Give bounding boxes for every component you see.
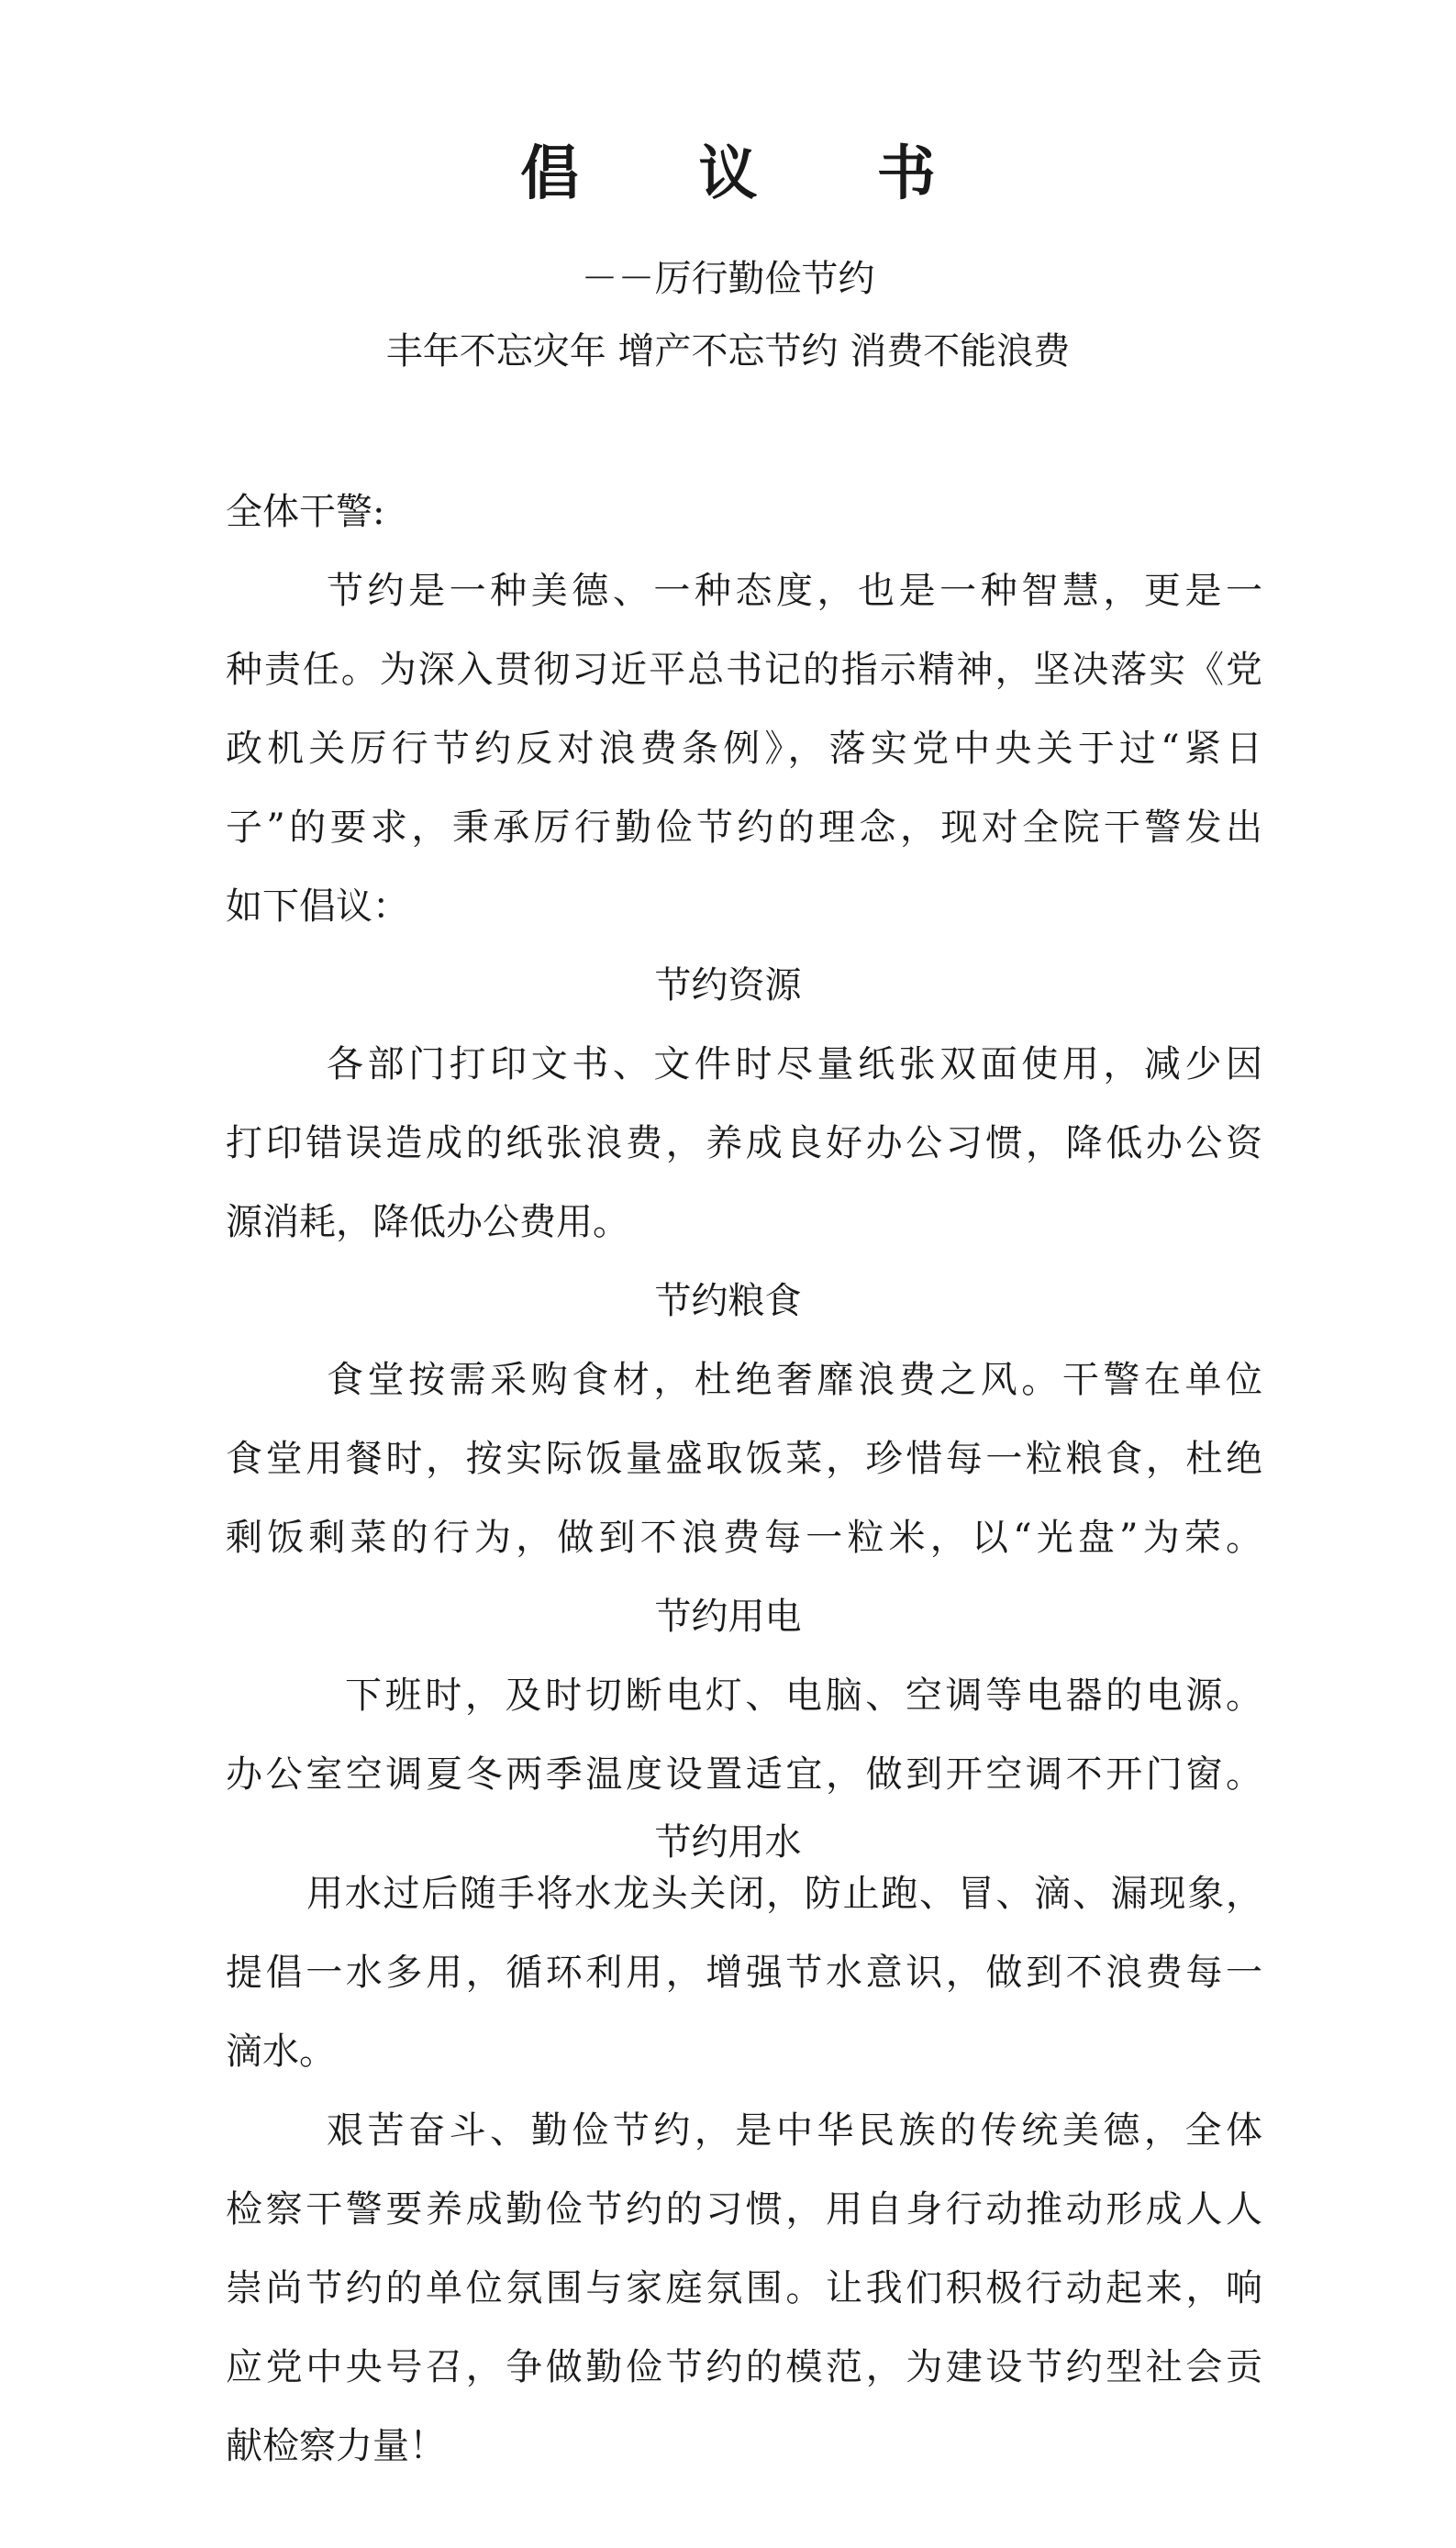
paragraph-line: 提倡一水多用，循环利用，增强节水意识，做到不浪费每一	[226, 1952, 1262, 1994]
paragraph-line: 检察干警要养成勤俭节约的习惯，用自身行动推动形成人人	[226, 2188, 1262, 2231]
document-subtitle: －－厉行勤俭节约	[581, 258, 875, 300]
document-slogan: 丰年不忘灾年 增产不忘节约 消费不能浪费	[385, 330, 1071, 373]
document-title: 倡 议 书	[520, 139, 985, 208]
paragraph-line: 种责任。为深入贯彻习近平总书记的指示精神，坚决落实《党	[226, 649, 1262, 691]
paragraph-line: 源消耗，降低办公费用。	[226, 1201, 629, 1243]
paragraph-line: 下班时，及时切断电灯、电脑、空调等电器的电源。	[345, 1675, 1262, 1717]
paragraph-line: 滴水。	[226, 2031, 336, 2073]
paragraph-line: 子”的要求，秉承厉行勤俭节约的理念，现对全院干警发出	[226, 807, 1262, 849]
paragraph-line: 食堂按需采购食材，杜绝奢靡浪费之风。干警在单位	[327, 1359, 1262, 1401]
paragraph-line: 各部门打印文书、文件时尽量纸张双面使用，减少因	[327, 1043, 1262, 1085]
paragraph-line: 剩饭剩菜的行为，做到不浪费每一粒米，以“光盘”为荣。	[226, 1517, 1262, 1559]
paragraph-line: 政机关厉行节约反对浪费条例》，落实党中央关于过“紧日	[226, 728, 1262, 770]
paragraph-line: 献检察力量！	[226, 2425, 446, 2467]
paragraph-line: 应党中央号召，争做勤俭节约的模范，为建设节约型社会贡	[226, 2346, 1262, 2388]
paragraph-line: 艰苦奋斗、勤俭节约，是中华民族的传统美德，全体	[327, 2109, 1262, 2152]
salutation: 全体干警:	[226, 491, 385, 533]
section-heading: 节约用水	[654, 1821, 802, 1864]
section-heading: 节约资源	[654, 964, 802, 1007]
section-heading: 节约用电	[654, 1596, 802, 1638]
paragraph-line: 节约是一种美德、一种态度，也是一种智慧，更是一	[327, 570, 1262, 612]
paragraph-line: 如下倡议：	[226, 885, 409, 928]
paragraph-line: 崇尚节约的单位氛围与家庭氛围。让我们积极行动起来，响	[226, 2267, 1262, 2309]
section-heading: 节约粮食	[654, 1280, 802, 1322]
paragraph-line: 食堂用餐时，按实际饭量盛取饭菜，珍惜每一粒粮食，杜绝	[226, 1438, 1262, 1480]
paragraph-line: 打印错误造成的纸张浪费，养成良好办公习惯，降低办公资	[226, 1122, 1262, 1164]
paragraph-line: 办公室空调夏冬两季温度设置适宜，做到开空调不开门窗。	[226, 1753, 1262, 1796]
paragraph-line: 用水过后随手将水龙头关闭，防止跑、冒、滴、漏现象，	[306, 1873, 1262, 1915]
